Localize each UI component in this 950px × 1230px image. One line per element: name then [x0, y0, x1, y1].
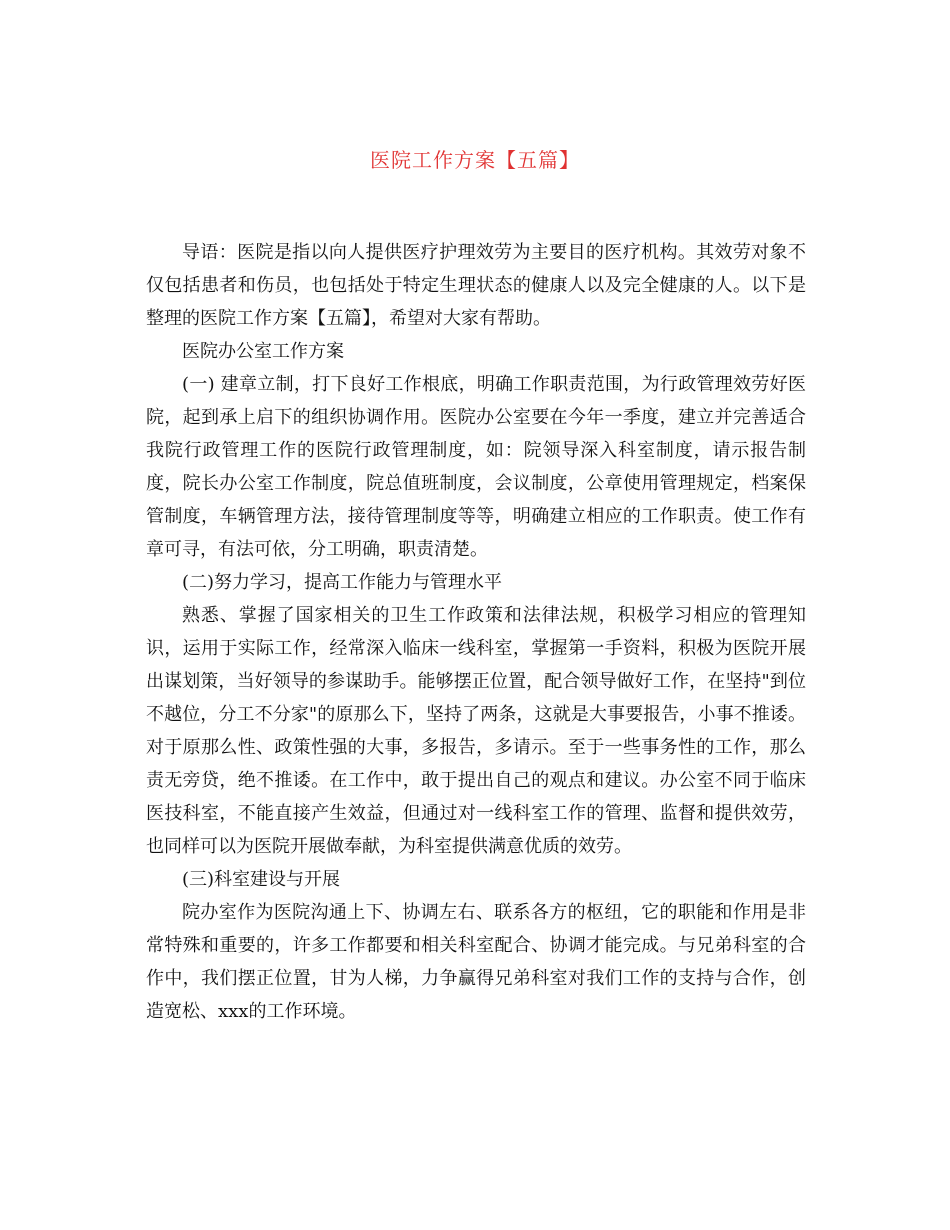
section-heading-office-plan: 医院办公室工作方案: [182, 341, 344, 362]
section-heading-study: (二)努力学习，提高工作能力与管理水平: [182, 572, 503, 593]
intro-paragraph: 导语：医院是指以向人提供医疗护理效劳为主要目的医疗机构。其效劳对象不仅包括患者和伤员，也包括处于特定生理状态的健康人以及完全健康的人。以下是整理的医院工作方案【五篇】，希望对大家有帮助。: [146, 242, 806, 329]
section-heading-department: (三)科室建设与开展: [182, 869, 341, 890]
paragraph-rules-system: (一) 建章立制，打下良好工作根底，明确工作职责范围，为行政管理效劳好医院，起到承上启下的组织协调作用。医院办公室要在今年一季度，建立并完善适合我院行政管理工作的医院行政管理制度，如：院领导深入科室制度，请示报告制度，院长办公室工作制度，院总值班制度，会议制度，公章使用管理规定，档案保管制度，车辆管理方法，接待管理制度等等，明确建立相应的工作职责。使工作有章可寻，有法可依，分工明确，职责清楚。: [146, 374, 806, 560]
document-title: 医院工作方案【五篇】: [370, 148, 580, 172]
paragraph-department: 院办室作为医院沟通上下、协调左右、联系各方的枢纽，它的职能和作用是非常特殊和重要的，许多工作都要和相关科室配合、协调才能完成。与兄弟科室的合作中，我们摆正位置，甘为人梯，力争赢得兄弟科室对我们工作的支持与合作，创造宽松、xxx的工作环境。: [146, 902, 806, 1022]
document-body: [146, 236, 806, 1028]
paragraph-study: 熟悉、掌握了国家相关的卫生工作政策和法律法规，积极学习相应的管理知识，运用于实际工作，经常深入临床一线科室，掌握第一手资料，积极为医院开展出谋划策，当好领导的参谋助手。能够摆正位置，配合领导做好工作，在坚持"到位不越位，分工不分家"的原那么下，坚持了两条，这就是大事要报告，小事不推诿。对于原那么性、政策性强的大事，多报告，多请示。至于一些事务性的工作，那么责无旁贷，绝不推诿。在工作中，敢于提出自己的观点和建议。办公室不同于临床医技科室，不能直接产生效益，但通过对一线科室工作的管理、监督和提供效劳，也同样可以为医院开展做奉献，为科室提供满意优质的效劳。: [146, 605, 806, 857]
